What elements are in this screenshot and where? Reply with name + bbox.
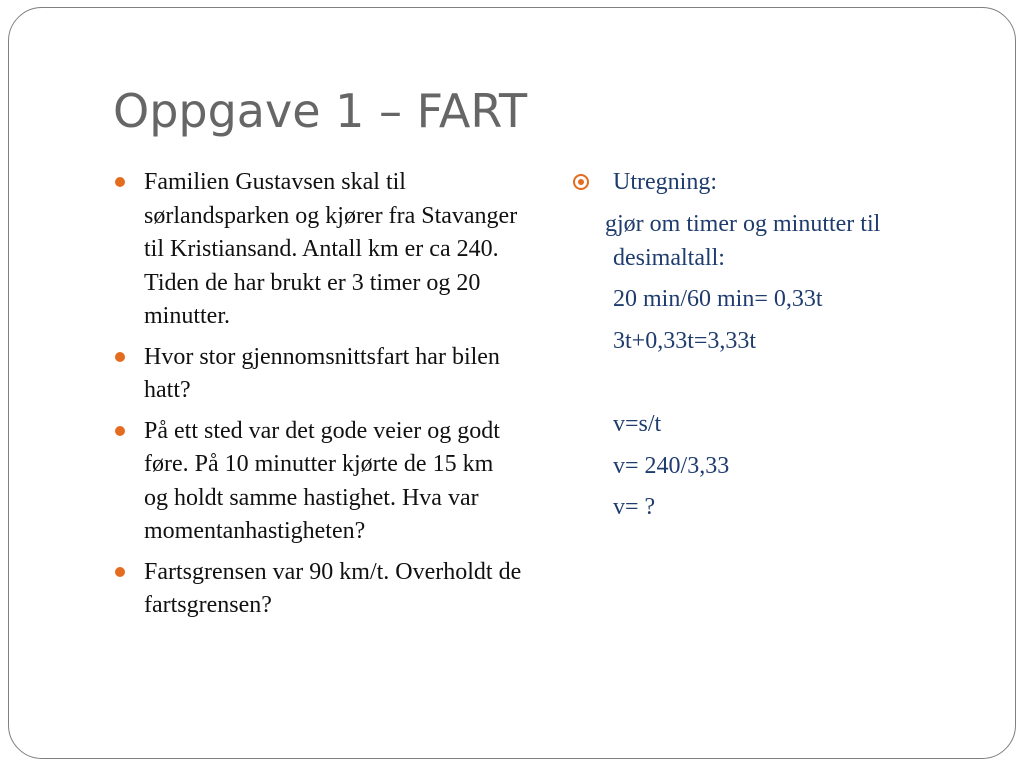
bullet-dot-icon [115,567,125,577]
bullet-text: På ett sted var det gode veier og godt føre. På 10 minutter kjørte de 15 km og holdt samme hastighet. Hva var momentanhastigheten? [144,417,500,544]
list-item [112,166,522,334]
calculation-line: v= 240/3,33 [613,452,730,479]
bullet-dot-icon [115,177,125,187]
bullet-text: Hvor stor gjennomsnittsfart har bilen hatt? [144,343,500,403]
calculation-heading-text: Utregning: [613,169,717,195]
blank-line [572,358,972,400]
calculation-line: 3t+0,33t=3,33t [613,327,757,354]
list-item [112,415,522,549]
left-bullet-list [112,166,522,630]
calculation-line: 20 min/60 min= 0,33t [613,286,823,312]
bullet-dot-icon [115,352,125,362]
slide-title: Oppgave 1 – FART [113,84,528,138]
list-item [112,341,522,408]
calculation-line: gjør om timer og minutter til desimaltall: [605,211,881,271]
bullet-text: Fartsgrensen var 90 km/t. Overholdt de fartsgrensen? [144,558,522,618]
target-bullet-icon [573,174,589,190]
calculation-line: v=s/t [613,411,662,437]
calculation-panel [572,166,972,525]
list-item [112,556,522,623]
bullet-text: Familien Gustavsen skal til sørlandsparken og kjører fra Stavanger til Kristiansand. Antall km er ca 240. Tiden de har brukt er 3 timer og 20 minutter. [144,169,518,329]
calculation-line: v= ? [613,494,656,520]
calculation-heading [572,166,972,200]
bullet-dot-icon [115,426,125,436]
